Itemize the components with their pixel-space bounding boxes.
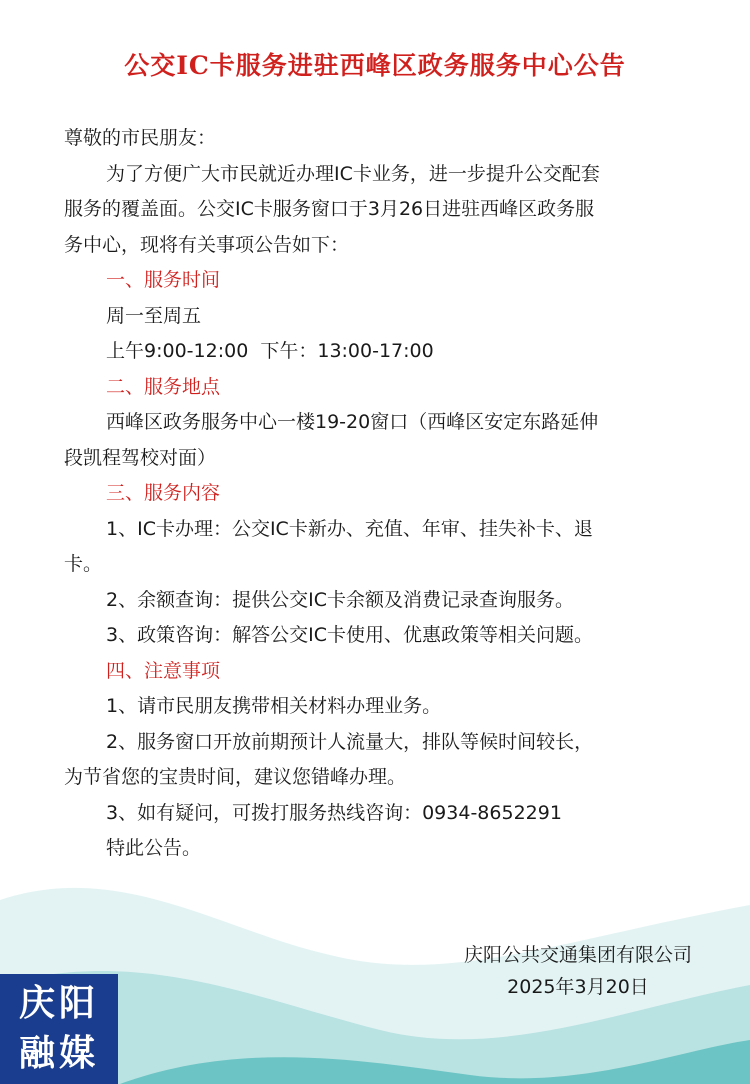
notes-line: 2、服务窗口开放前期预计人流量大，排队等候时间较长， <box>106 730 594 753</box>
content-line: 1、IC卡办理：公交IC卡新办、充值、年审、挂失补卡、退 <box>106 517 593 540</box>
announcement-body <box>64 121 704 867</box>
greeting: 尊敬的市民朋友： <box>64 127 217 149</box>
logo-line-1: 庆阳 <box>18 982 99 1024</box>
signature-block <box>464 939 692 1003</box>
content-line: 卡。 <box>64 553 103 575</box>
section-heading-location: 二、服务地点 <box>106 375 221 398</box>
organization-name: 庆阳公共交通集团有限公司 <box>463 944 692 966</box>
content-line: 3、政策咨询：解答公交IC卡使用、优惠政策等相关问题。 <box>106 624 593 646</box>
location-line: 西峰区政务服务中心一楼19-20窗口（西峰区安定东路延伸 <box>106 411 599 433</box>
announcement-date: 2025年3月20日 <box>507 976 649 998</box>
intro-line: 务中心，现将有关事项公告如下： <box>64 233 350 256</box>
hours-line: 周一至周五 <box>106 304 202 327</box>
location-line: 段凯程驾校对面） <box>64 446 217 469</box>
media-logo <box>0 974 118 1084</box>
intro-line: 为了方便广大市民就近办理IC卡业务，进一步提升公交配套 <box>106 162 600 185</box>
intro-line: 服务的覆盖面。公交IC卡服务窗口于3月26日进驻西峰区政务服 <box>64 198 595 220</box>
section-heading-hours: 一、服务时间 <box>106 269 221 291</box>
logo-line-2: 融媒 <box>18 1032 99 1074</box>
section-heading-notes: 四、注意事项 <box>106 659 221 682</box>
notes-line: 3、如有疑问，可拨打服务热线咨询：0934-8652291 <box>106 801 562 824</box>
hours-line: 上午9:00-12:00 下午：13:00-17:00 <box>106 340 434 362</box>
closing-line: 特此公告。 <box>106 837 202 859</box>
page-title: 公交IC卡服务进驻西峰区政务服务中心公告 <box>124 51 626 80</box>
notes-line: 1、请市民朋友携带相关材料办理业务。 <box>106 695 442 717</box>
section-heading-content: 三、服务内容 <box>106 482 221 504</box>
content-line: 2、余额查询：提供公交IC卡余额及消费记录查询服务。 <box>106 588 574 611</box>
notes-line: 为节省您的宝贵时间，建议您错峰办理。 <box>64 766 407 788</box>
